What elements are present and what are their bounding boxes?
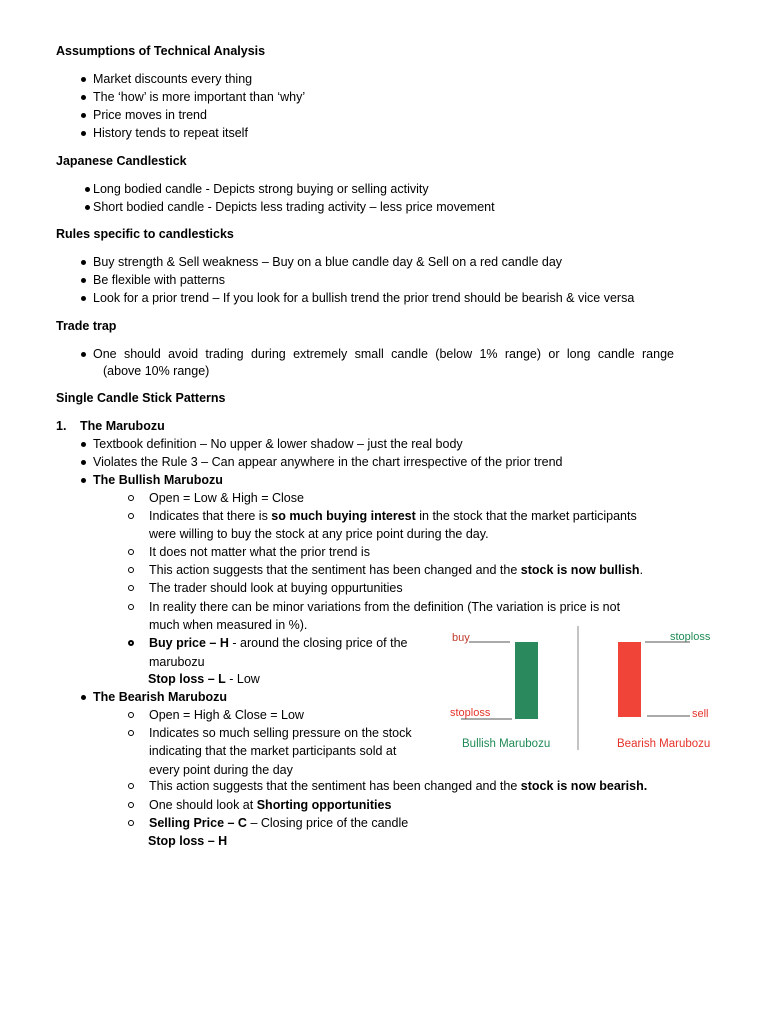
list-item: Selling Price – C – Closing price of the candle — [149, 816, 409, 830]
list-item: The trader should look at buying oppurtunities — [149, 581, 403, 595]
list-item: Price moves in trend — [93, 108, 207, 122]
bullet — [81, 95, 86, 100]
circle-bullet — [128, 640, 134, 646]
subheading-bullish-marubozu: The Bullish Marubozu — [93, 473, 223, 487]
list-item: This action suggests that the sentiment has been changed and the stock is now bearish. — [149, 779, 648, 793]
list-item-continuation: (above 10% range) — [103, 364, 210, 378]
bullet — [81, 478, 86, 483]
list-item: History tends to repeat itself — [93, 126, 248, 140]
circle-bullet — [128, 513, 134, 519]
stop-loss-line: Stop loss – H — [148, 834, 228, 848]
bearish-caption: Bearish Marubozu — [617, 738, 711, 750]
circle-bullet — [128, 604, 134, 610]
bullish-marubozu-diagram — [450, 632, 550, 750]
bullet — [81, 260, 86, 265]
heading-assumptions: Assumptions of Technical Analysis — [56, 44, 266, 58]
list-item: This action suggests that the sentiment has been changed and the stock is now bullish. — [149, 563, 644, 577]
stoploss-label: stoploss — [670, 631, 711, 643]
list-item-continuation: every point during the day — [149, 763, 293, 777]
bearish-candle-body — [618, 642, 641, 717]
stoploss-label: stoploss — [450, 707, 491, 719]
list-item: Violates the Rule 3 – Can appear anywhere in the chart irrespective of the prior trend — [93, 455, 563, 469]
bullet — [85, 187, 90, 192]
circle-bullet — [128, 820, 134, 826]
list-item: Buy price – H - around the closing price of the — [149, 636, 408, 650]
list-item: One should look at Shorting opportunities — [149, 798, 392, 812]
circle-bullet — [128, 712, 134, 718]
list-item: Long bodied candle - Depicts strong buying or selling activity — [93, 182, 429, 196]
bullet — [81, 131, 86, 136]
circle-bullet — [128, 585, 134, 591]
bullet — [81, 460, 86, 465]
circle-bullet — [128, 549, 134, 555]
heading-rules-candlesticks: Rules specific to candlesticks — [56, 227, 234, 241]
buy-label: buy — [452, 632, 470, 644]
stop-loss-line: Stop loss – L - Low — [148, 672, 260, 686]
bullet — [81, 278, 86, 283]
circle-bullet — [128, 567, 134, 573]
circle-bullet — [128, 495, 134, 501]
bullish-candle-body — [515, 642, 538, 719]
bullet — [85, 205, 90, 210]
list-item: The ‘how’ is more important than ‘why’ — [93, 90, 306, 104]
bullet — [81, 695, 86, 700]
bullish-caption: Bullish Marubozu — [462, 738, 551, 750]
circle-bullet — [128, 802, 134, 808]
list-item-continuation: marubozu — [149, 655, 205, 669]
list-item: Market discounts every thing — [93, 72, 253, 86]
list-item-continuation: were willing to buy the stock at any price point during the day. — [149, 527, 489, 541]
list-item: Open = High & Close = Low — [149, 708, 304, 722]
sell-label: sell — [692, 708, 709, 720]
list-item-continuation: much when measured in %). — [149, 618, 308, 632]
heading-single-candle-patterns: Single Candle Stick Patterns — [56, 391, 226, 405]
list-item: Indicates that there is so much buying interest in the stock that the market participants — [149, 509, 637, 523]
heading-japanese-candlestick: Japanese Candlestick — [56, 154, 187, 168]
list-item: Look for a prior trend – If you look for a bullish trend the prior trend should be bearish & vice versa — [93, 291, 635, 305]
list-item: Short bodied candle - Depicts less trading activity – less price movement — [93, 200, 495, 214]
bullet — [81, 352, 86, 357]
heading-trade-trap: Trade trap — [56, 319, 117, 333]
list-number: 1. — [56, 419, 67, 433]
bullet — [81, 442, 86, 447]
list-item: Be flexible with patterns — [93, 273, 226, 287]
list-item: In reality there can be minor variations from the definition (The variation is price is not — [149, 600, 621, 614]
subheading-bearish-marubozu: The Bearish Marubozu — [93, 690, 228, 704]
circle-bullet — [128, 783, 134, 789]
bullet — [81, 113, 86, 118]
list-item: It does not matter what the prior trend is — [149, 545, 370, 559]
list-item: Buy strength & Sell weakness – Buy on a blue candle day & Sell on a red candle day — [93, 255, 563, 269]
list-item: Textbook definition – No upper & lower shadow – just the real body — [93, 437, 463, 451]
list-item: Open = Low & High = Close — [149, 491, 304, 505]
list-item: Indicates so much selling pressure on the stock — [149, 726, 412, 740]
bullet — [81, 296, 86, 301]
list-item-continuation: indicating that the market participants sold at — [149, 744, 397, 758]
circle-bullet — [128, 730, 134, 736]
list-item: One should avoid trading during extremely small candle (below 1% range) or long candle range — [93, 347, 674, 361]
bullet — [81, 77, 86, 82]
bearish-marubozu-diagram — [617, 631, 711, 750]
subheading-marubozu: The Marubozu — [80, 419, 165, 433]
